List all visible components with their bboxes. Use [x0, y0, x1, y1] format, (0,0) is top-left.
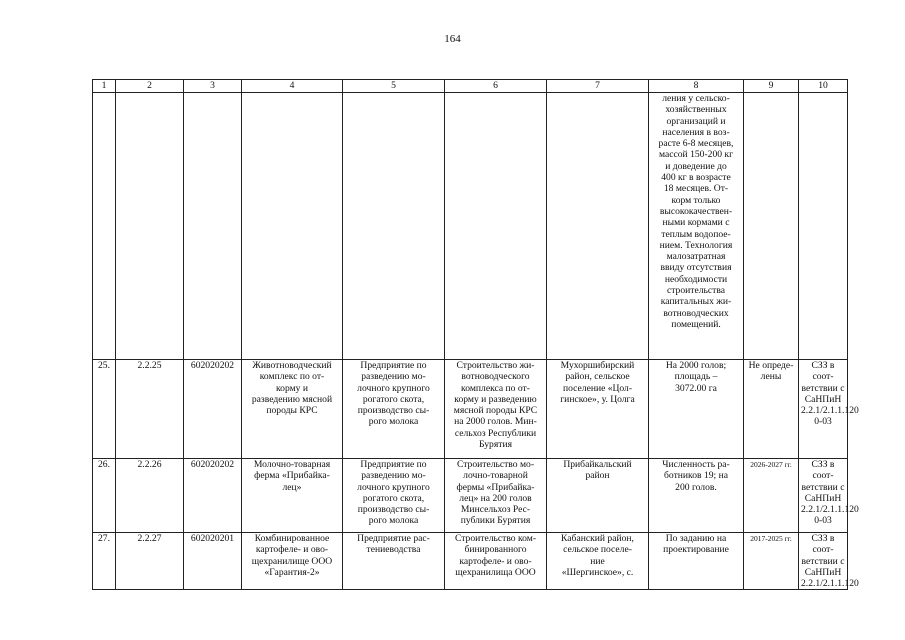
- cell-zone: СЗЗ в соот- ветствии с СаНПиН 2.2.1/2.1.1.120 0-03: [799, 360, 848, 459]
- header-cell: 1: [93, 80, 116, 93]
- cell-zone: СЗЗ в соот- ветствии с СаНПиН 2.2.1/2.1.1.120: [799, 533, 848, 590]
- cell-technology-description: [649, 93, 744, 360]
- cell: [93, 93, 116, 360]
- cell-characteristics: Численность ра- ботников 19; на 200 голов.: [649, 459, 744, 533]
- cell-code: 2.2.25: [116, 360, 184, 459]
- header-cell: 8: [649, 80, 744, 93]
- cell: [547, 93, 649, 360]
- cell-row-number: 26.: [93, 459, 116, 533]
- header-cell: 4: [242, 80, 343, 93]
- cell-object-name: Молочно-товарная ферма «Прибайка- лец»: [242, 459, 343, 533]
- cell-timeline: Не опреде- лены: [744, 360, 799, 459]
- cell-classifier: 602020202: [184, 360, 242, 459]
- table-header-row: [93, 80, 848, 93]
- cell-code: 2.2.26: [116, 459, 184, 533]
- cell-row-number: 27.: [93, 533, 116, 590]
- header-cell: 5: [343, 80, 445, 93]
- cell: [242, 93, 343, 360]
- cell-characteristics: По заданию на проектирование: [649, 533, 744, 590]
- continuation-row: [93, 93, 848, 360]
- cell: [343, 93, 445, 360]
- cell-timeline: 2026-2027 гг.: [744, 459, 799, 533]
- table-row: [93, 360, 848, 459]
- cell: [116, 93, 184, 360]
- cell: [744, 93, 799, 360]
- cell-purpose: Предприятие по разведению мо- лочного крупного рогатого скота, производство сы- рого молока: [343, 360, 445, 459]
- header-cell: 10: [799, 80, 848, 93]
- cell-zone: СЗЗ в соот- ветствии с СаНПиН 2.2.1/2.1.1.120 0-03: [799, 459, 848, 533]
- cell-text: ления у сельско- хозяйственных организаций и населения в воз- расте 6-8 месяцев, массой 150-200 кг и доведение до 400 кг в возрасте 18 месяцев. От- корм только высококачествен- ными кормами с теплым водопое- нием. Технология малозатратная ввиду отсутствия необходимости строительства капитальных жи- вотноводческих помещений.: [658, 93, 734, 330]
- header-cell: 9: [744, 80, 799, 93]
- cell-location: Мухоршибирский район, сельское поселение «Цол- гинское», у. Цолга: [547, 360, 649, 459]
- cell: [445, 93, 547, 360]
- table-row: [93, 459, 848, 533]
- cell-basis: Строительство жи- вотноводческого комплекса по от- корму и разведению мясной породы КРС на 2000 голов. Мин- сельхоз Республики Бурятия: [445, 360, 547, 459]
- page-number: 164: [444, 33, 461, 45]
- cell-basis: Строительство мо- лочно-товарной фермы «Прибайка- лец» на 200 голов Минсельхоз Рес- публики Бурятия: [445, 459, 547, 533]
- cell-location: Кабанский район, сельское поселе- ние «Шергинское», с.: [547, 533, 649, 590]
- cell-purpose: Предприятие по разведению мо- лочного крупного рогатого скота, производство сы- рого молока: [343, 459, 445, 533]
- cell-classifier: 602020201: [184, 533, 242, 590]
- cell-characteristics: На 2000 голов; площадь – 3072.00 га: [649, 360, 744, 459]
- cell-timeline: 2017-2025 гг.: [744, 533, 799, 590]
- header-cell: 7: [547, 80, 649, 93]
- cell-object-name: Комбинированное картофеле- и ово- щехранилище ООО «Гарантия-2»: [242, 533, 343, 590]
- cell-location: Прибайкальский район: [547, 459, 649, 533]
- document-table: [92, 79, 859, 590]
- cell-code: 2.2.27: [116, 533, 184, 590]
- cell-basis: Строительство ком- бинированного картофеле- и ово- щехранилища ООО: [445, 533, 547, 590]
- header-cell: 2: [116, 80, 184, 93]
- cell-classifier: 602020202: [184, 459, 242, 533]
- header-cell: 6: [445, 80, 547, 93]
- header-cell: 3: [184, 80, 242, 93]
- table-row: [93, 533, 848, 590]
- cell: [799, 93, 848, 360]
- cell-purpose: Предприятие рас- тениеводства: [343, 533, 445, 590]
- cell-row-number: 25.: [93, 360, 116, 459]
- cell: [184, 93, 242, 360]
- cell-object-name: Животноводческий комплекс по от- корму и разведению мясной породы КРС: [242, 360, 343, 459]
